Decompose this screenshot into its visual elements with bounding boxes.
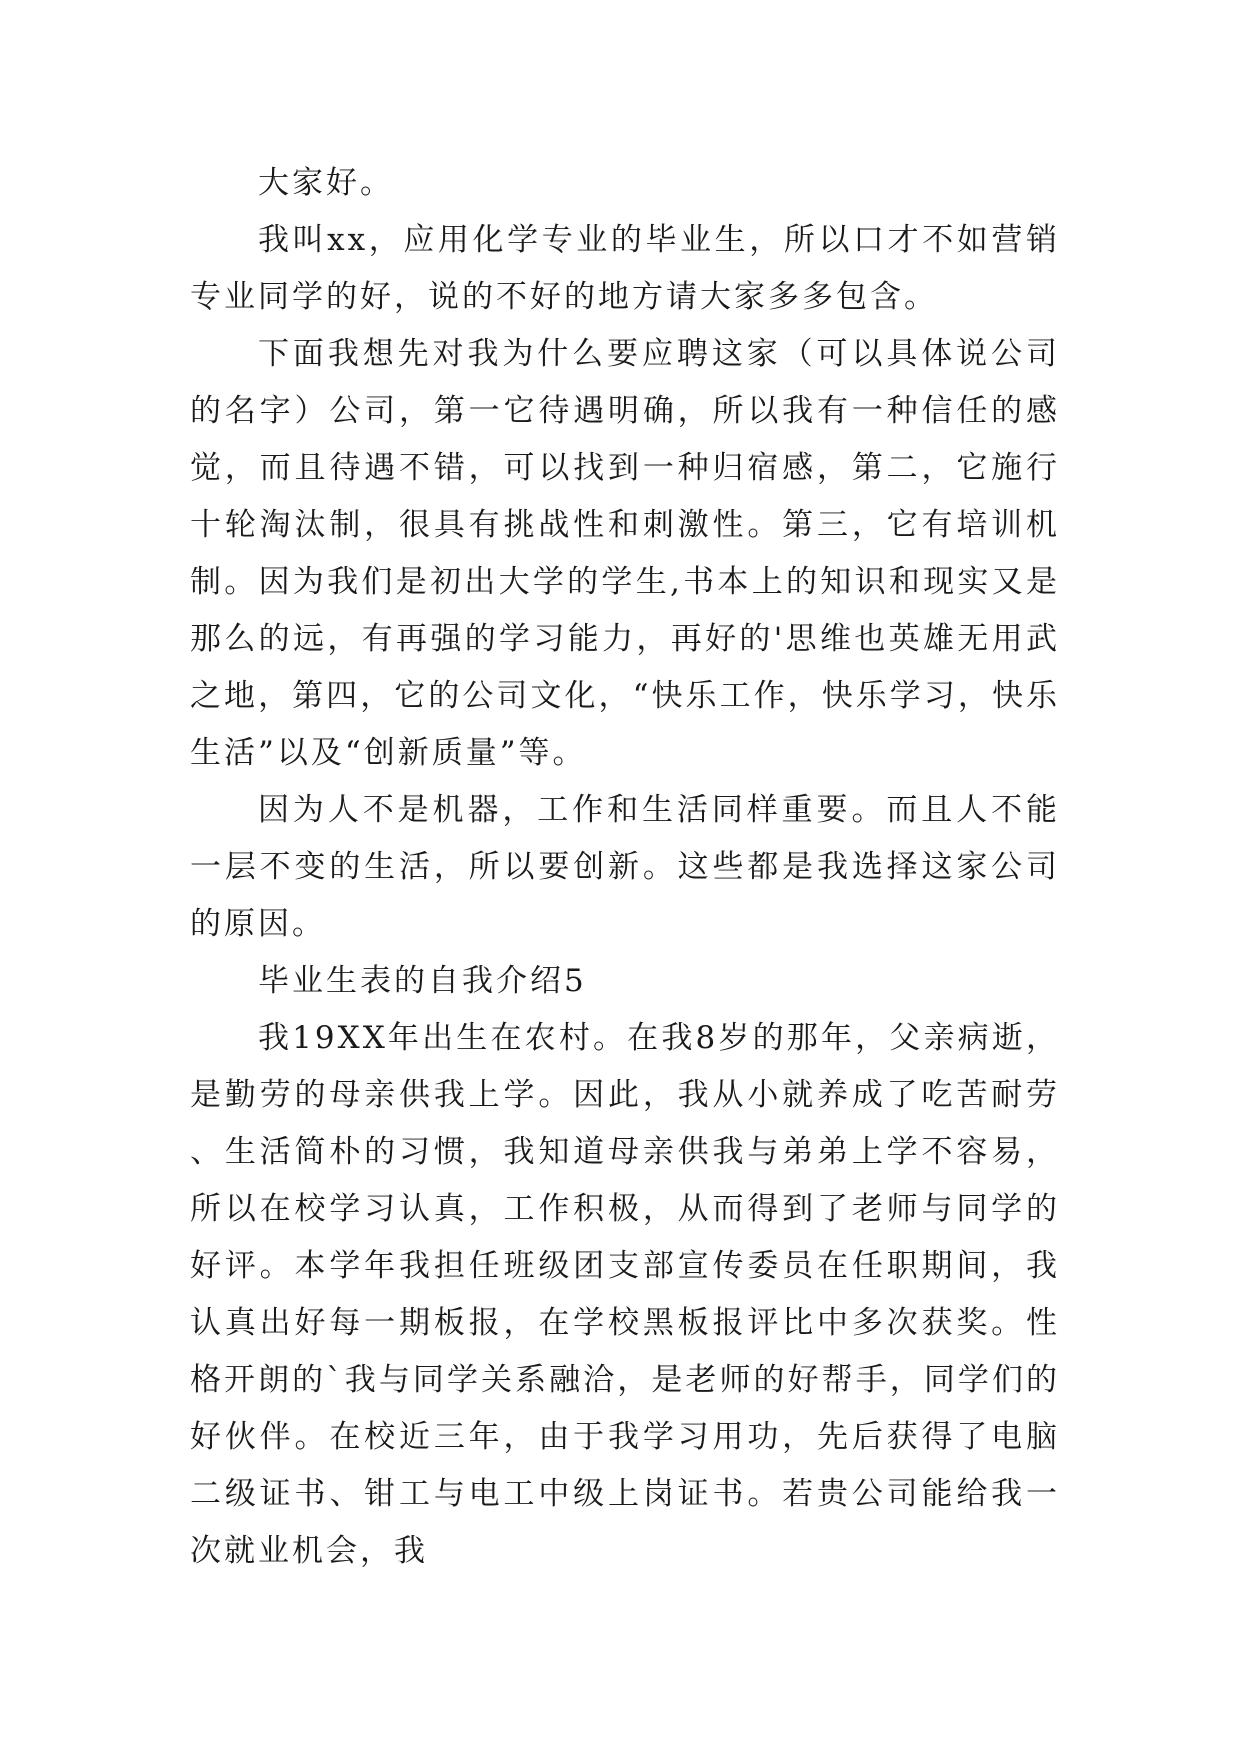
paragraph-background: 我19XX年出生在农村。在我8岁的那年，父亲病逝，是勤劳的母亲供我上学。因此，我从小就养成了吃苦耐劳、生活简朴的习惯，我知道母亲供我与弟弟上学不容易，所以在校学习认真，工作积极，从而得到了老师与同学的好评。本学年我担任班级团支部宣传委员在任职期间，我认真出好每一期板报，在学校黑板报评比中多次获奖。性格开朗的`我与同学关系融洽，是老师的好帮手，同学们的好伙伴。在校近三年，由于我学习用功，先后获得了电脑二级证书、钳工与电工中级上岗证书。若贵公司能给我一次就业机会，我 [190, 1020, 1060, 1569]
paragraph-reasons: 下面我想先对我为什么要应聘这家（可以具体说公司的名字）公司，第一它待遇明确，所以我有一种信任的感觉，而且待遇不错，可以找到一种归宿感，第二，它施行十轮淘汰制，很具有挑战性和刺激性。第三，它有培训机制。因为我们是初出大学的学生,书本上的知识和现实又是那么的远，有再强的学习能力，再好的'思维也英雄无用武之地，第四，它的公司文化，“快乐工作，快乐学习，快乐生活”以及“创新质量”等。 [190, 336, 1060, 771]
document-body [190, 155, 1060, 1580]
paragraph-conclusion: 因为人不是机器，工作和生活同样重要。而且人不能一层不变的生活，所以要创新。这些都是我选择这家公司的原因。 [190, 792, 1060, 942]
paragraph-intro: 我叫xx，应用化学专业的毕业生，所以口才不如营销专业同学的好，说的不好的地方请大家多多包含。 [190, 222, 1060, 315]
paragraph-greeting: 大家好。 [258, 165, 394, 201]
section-heading: 毕业生表的自我介绍5 [258, 963, 587, 999]
